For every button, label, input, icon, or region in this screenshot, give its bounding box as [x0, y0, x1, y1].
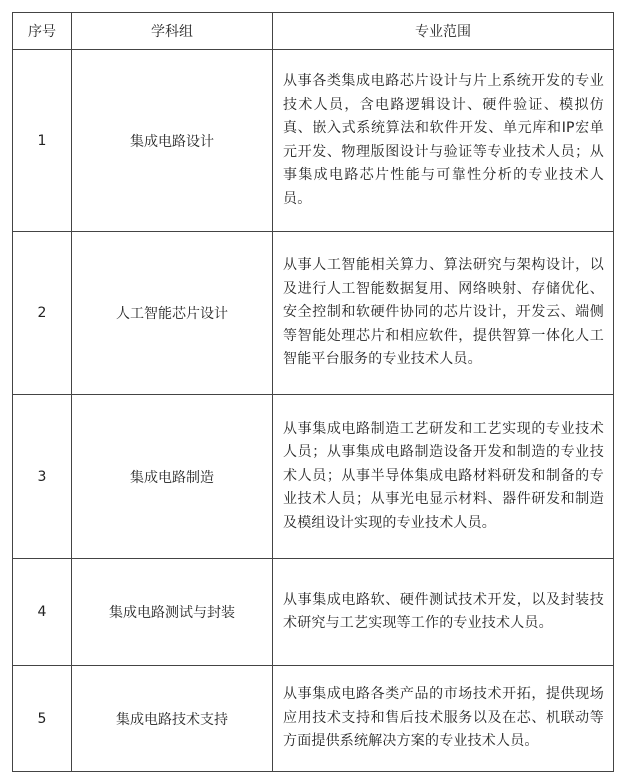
discipline-group: 集成电路技术支持	[72, 666, 273, 772]
professional-scope: 从事集成电路各类产品的市场技术开拓，提供现场应用技术支持和售后技术服务以及在芯、机联动等方面提供系统解决方案的专业技术人员。	[273, 666, 614, 772]
discipline-group: 集成电路设计	[72, 50, 273, 232]
professional-scope: 从事集成电路制造工艺研发和工艺实现的专业技术人员；从事集成电路制造设备开发和制造的专业技术人员；从事半导体集成电路材料研发和制备的专业技术人员；从事光电显示材料、器件研发和制造及模组设计实现的专业技术人员。	[273, 395, 614, 559]
header-group: 学科组	[72, 13, 273, 50]
table-row	[13, 395, 614, 559]
discipline-group: 集成电路测试与封装	[72, 559, 273, 666]
professional-scope: 从事人工智能相关算力、算法研究与架构设计，以及进行人工智能数据复用、网络映射、存储优化、安全控制和软硬件协同的芯片设计，开发云、端侧等智能处理芯片和相应软件，提供智算一体化人工智能平台服务的专业技术人员。	[273, 232, 614, 395]
header-no: 序号	[13, 13, 72, 50]
professional-scope: 从事各类集成电路芯片设计与片上系统开发的专业技术人员，含电路逻辑设计、硬件验证、模拟仿真、嵌入式系统算法和软件开发、单元库和IP宏单元开发、物理版图设计与验证等专业技术人员；从事集成电路芯片性能与可靠性分析的专业技术人员。	[273, 50, 614, 232]
row-number: 2	[13, 232, 72, 395]
row-number: 3	[13, 395, 72, 559]
row-number: 5	[13, 666, 72, 772]
table-row	[13, 559, 614, 666]
table-row	[13, 666, 614, 772]
discipline-group: 人工智能芯片设计	[72, 232, 273, 395]
talent-scope-table	[12, 12, 614, 772]
discipline-group: 集成电路制造	[72, 395, 273, 559]
professional-scope: 从事集成电路软、硬件测试技术开发，以及封装技术研究与工艺实现等工作的专业技术人员。	[273, 559, 614, 666]
header-scope: 专业范围	[273, 13, 614, 50]
row-number: 4	[13, 559, 72, 666]
row-number: 1	[13, 50, 72, 232]
table-row	[13, 50, 614, 232]
header-row	[13, 13, 614, 50]
table-row	[13, 232, 614, 395]
